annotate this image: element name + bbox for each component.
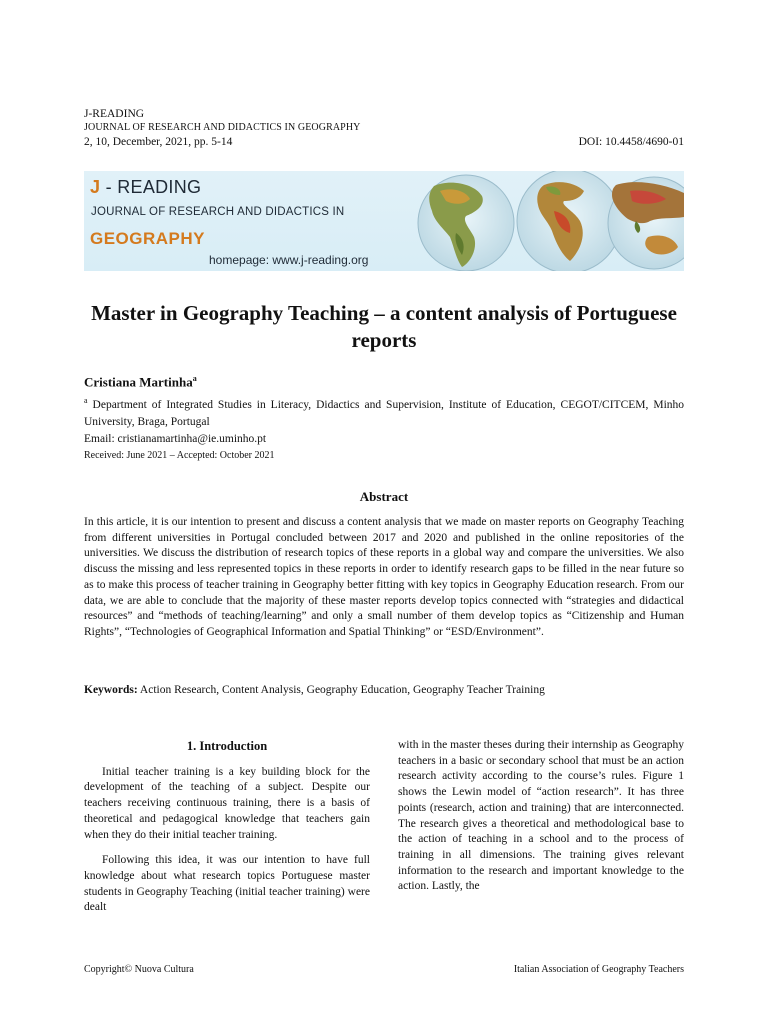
keywords-list: Action Research, Content Analysis, Geography Education, Geography Teacher Training <box>139 684 545 696</box>
issue-info: 2, 10, December, 2021, pp. 5-14 <box>84 136 233 148</box>
intro-paragraph-2: Following this idea, it was our intention to have full knowledge about what research topics Portuguese master students in Geography Teaching (initial teacher training) were dealt <box>84 854 370 914</box>
journal-full-name: JOURNAL OF RESEARCH AND DIDACTICS IN GEOGRAPHY <box>84 122 361 133</box>
author-superscript: a <box>192 374 197 383</box>
doi: DOI: 10.4458/4690-01 <box>578 136 684 148</box>
keywords-label: Keywords: <box>84 684 138 696</box>
affiliation-text: Department of Integrated Studies in Literacy, Didactics and Supervision, Institute of Education, CEGOT/CITCEM, Minho University, Braga, Portugal <box>84 398 685 428</box>
page-footer <box>84 964 684 975</box>
banner-logo <box>90 177 201 198</box>
affiliation-block <box>84 392 684 448</box>
article-title: Master in Geography Teaching – a content analysis of Portuguese reports <box>91 301 677 352</box>
author-name <box>84 374 197 390</box>
banner-logo-j: J <box>90 177 101 197</box>
section-heading-introduction: 1. Introduction <box>186 739 268 753</box>
world-globes-illustration <box>404 171 684 271</box>
banner-logo-reading: - READING <box>100 177 202 197</box>
journal-name: J-READING <box>84 108 145 120</box>
affiliation-superscript: a <box>84 396 88 405</box>
banner-subtitle: JOURNAL OF RESEARCH AND DIDACTICS IN <box>91 206 345 218</box>
author-email: Email: cristianamartinha@ie.uminho.pt <box>84 432 267 445</box>
journal-header <box>84 107 684 149</box>
left-column <box>84 739 370 926</box>
banner-homepage: homepage: www.j-reading.org <box>209 253 369 267</box>
footer-copyright: Copyright© Nuova Cultura <box>84 964 194 975</box>
abstract-heading: Abstract <box>359 489 409 504</box>
author-name-text: Cristiana Martinha <box>84 374 193 390</box>
abstract-text: In this article, it is our intention to present and discuss a content analysis that we made on master reports on Geography Teaching from different universities in Portugal concluded between 2017 and 2020 and published in the online repositories of the universities. We discuss the distribution of research topics of these reports in a global way and compare the universities. We also discuss the missing and less represented topics in these reports in order to identify research gaps to be filled in the near future so as to make this process of teacher training in Geography better fitting with key topics in Geography Education research. From our data, we are able to conclude that the majority of these master reports develop topics connected with “strategies and didactical resources” and “methods of teaching/learning” and only a small number of them develop topics as “Citizenship and Human Rights”, “Technologies of Geographical Information and Spatial Thinking” or “ESD/Environment”. <box>84 516 684 638</box>
keywords <box>84 684 684 696</box>
banner-geography: GEOGRAPHY <box>90 229 206 248</box>
right-column-paragraph: with in the master theses during their internship as Geography teachers in a basic or secondary school that must be an action research activity according to the course’s rules. Figure 1 shows the Lewin model of “action research”. It has three points (research, action and training) that are interconnected. The research gives a theoretical and methodological base to the action of teaching in a school and to the process of training in all dimensions. The training gives relevant information to the research and important knowledge to the action. Lastly, the <box>398 739 684 893</box>
received-dates: Received: June 2021 – Accepted: October 2021 <box>84 450 275 461</box>
right-column <box>398 738 684 905</box>
intro-paragraph-1: Initial teacher training is a key building block for the development of the teaching of a subject. Despite our teachers receiving continuous training, there is a basis of theoretical and pedagogical knowledge that teachers gain when they do their initial teacher training. <box>84 765 370 841</box>
journal-banner <box>84 171 684 271</box>
footer-association: Italian Association of Geography Teachers <box>513 964 684 975</box>
